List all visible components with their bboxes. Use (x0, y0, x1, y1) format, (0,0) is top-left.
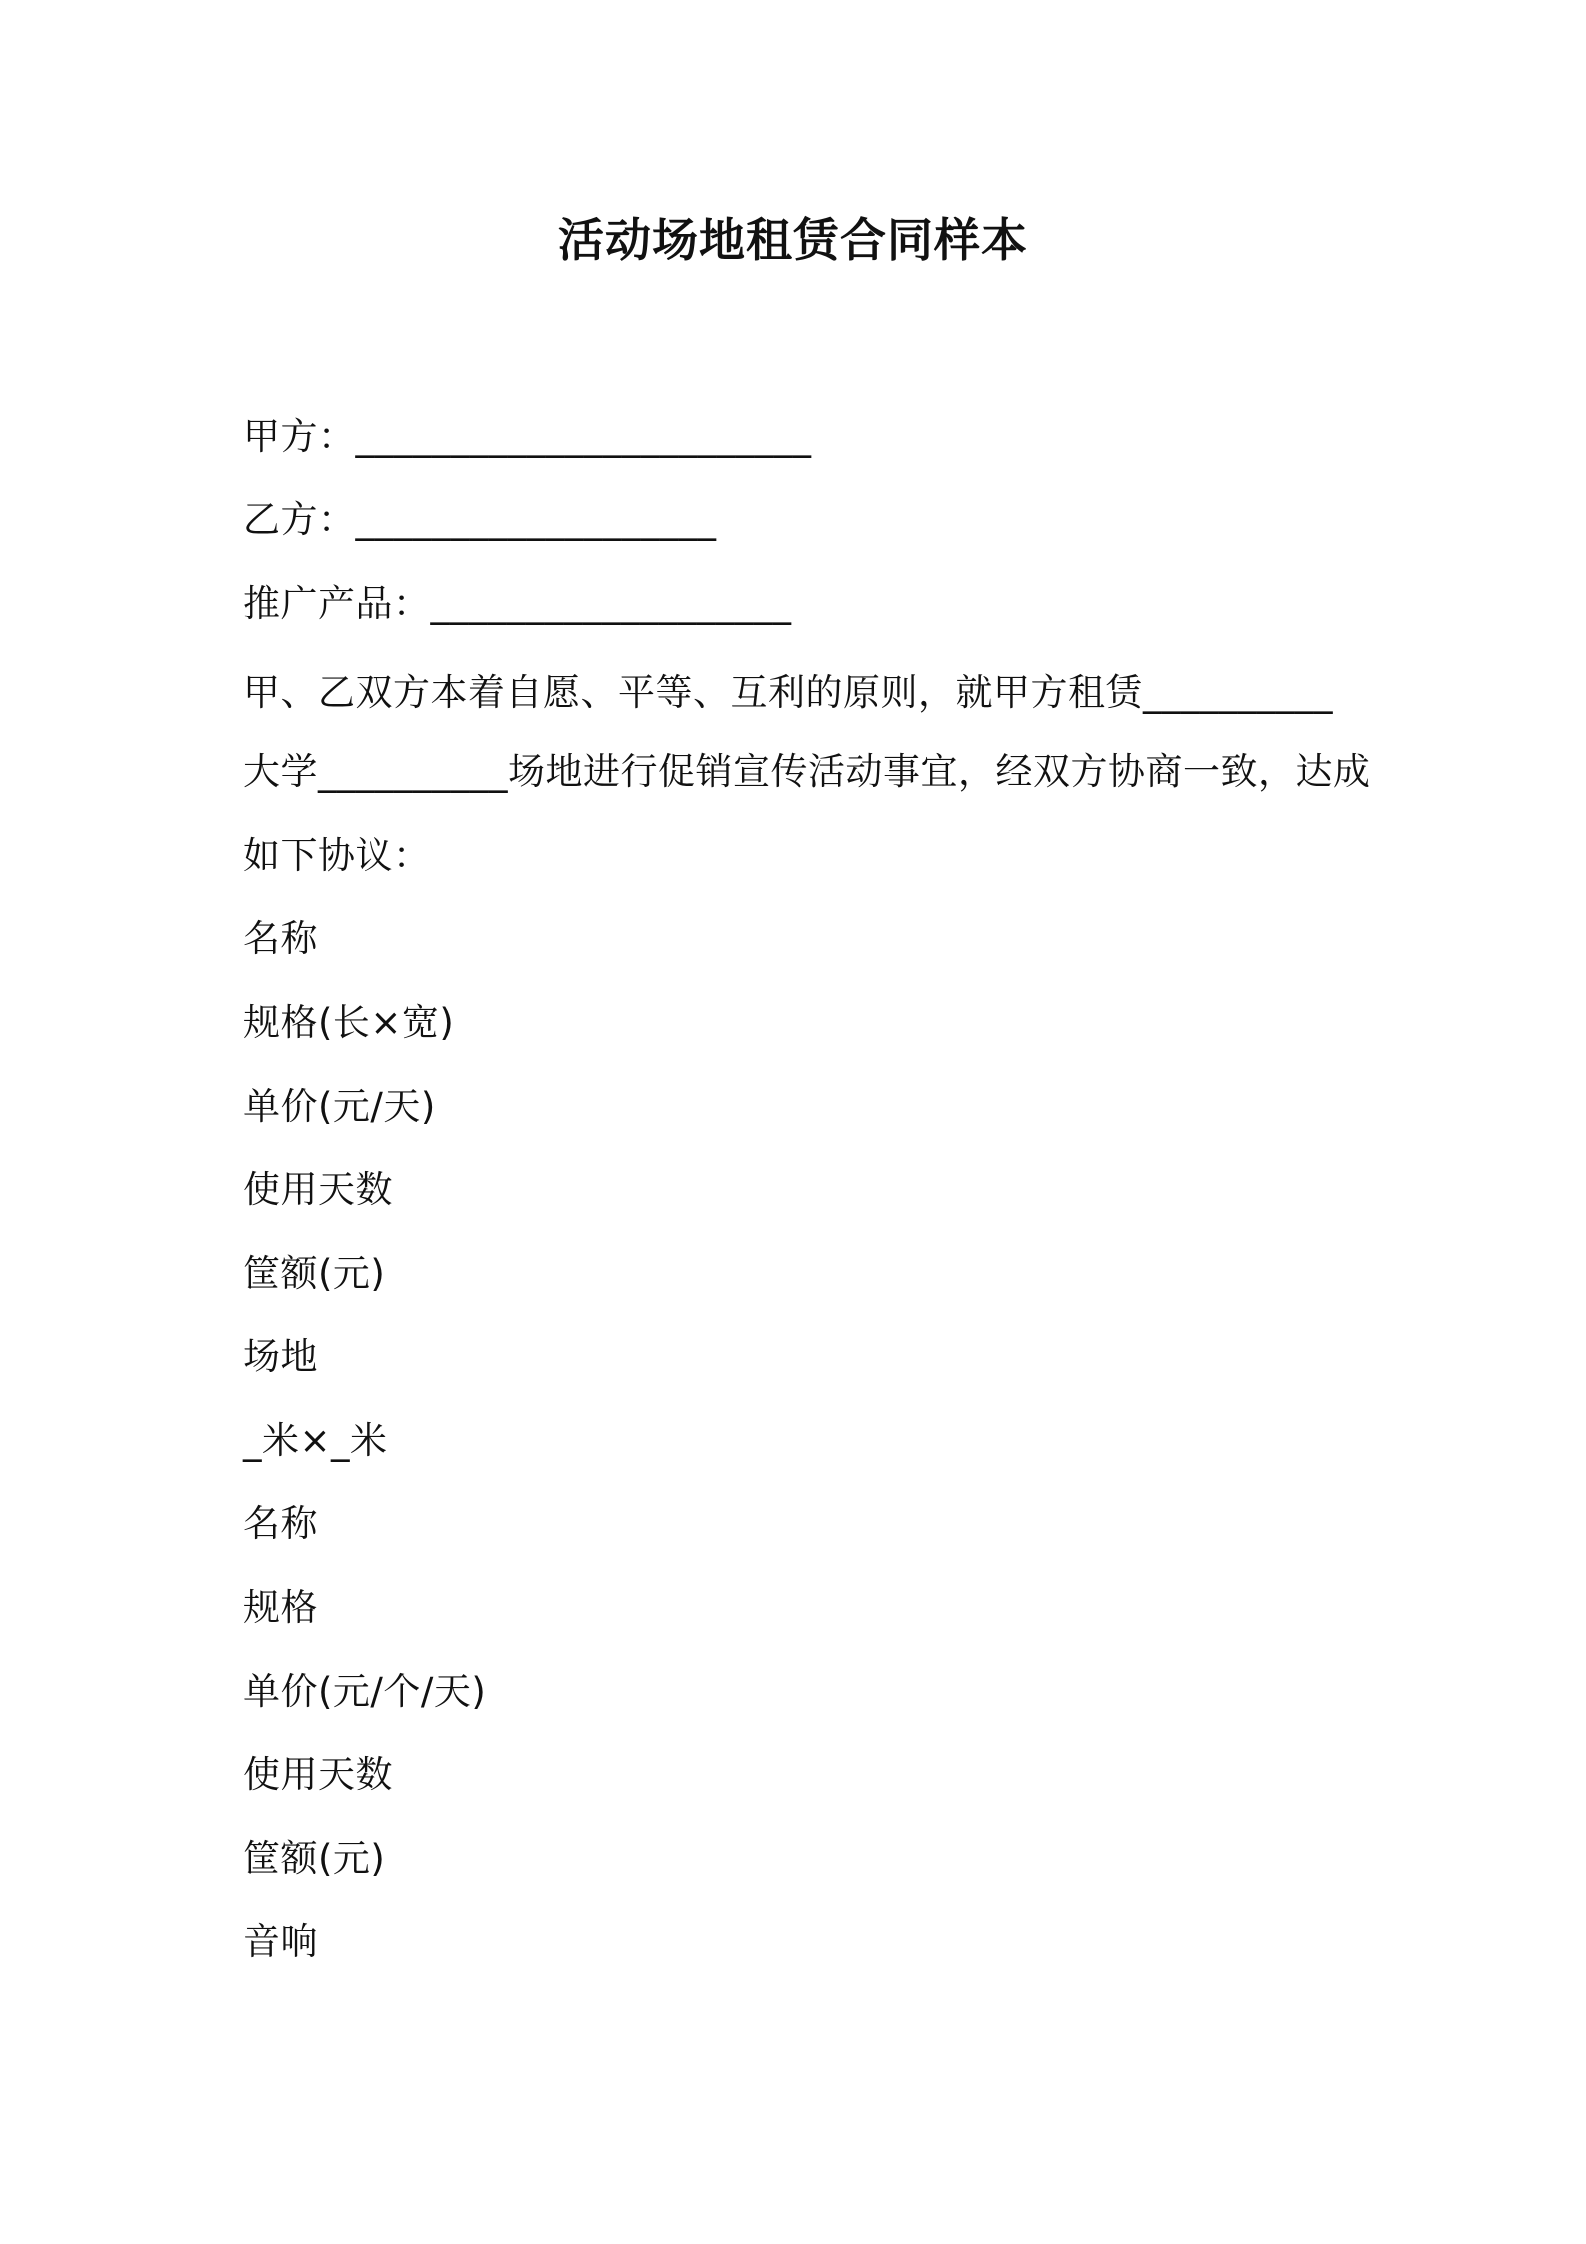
document-title: 活动场地租赁合同样本 (558, 213, 1028, 267)
item-days-label: 使用天数 (243, 1168, 393, 1211)
item-amount-label-2: 筐额(元) (243, 1837, 386, 1880)
item-amount-label: 筐额(元) (243, 1252, 386, 1295)
product-line: 推广产品：___________________ (243, 582, 792, 625)
item-size-value: _米×_米 (243, 1419, 388, 1462)
item-unit-price-label-2: 单价(元/个/天) (243, 1670, 487, 1713)
item-venue-value: 场地 (243, 1335, 318, 1378)
item-audio-value: 音响 (243, 1920, 318, 1963)
party-b-line: 乙方：___________________ (243, 498, 717, 541)
item-name-label-2: 名称 (243, 1502, 318, 1545)
item-spec-label-2: 规格 (243, 1586, 318, 1629)
item-unit-price-label: 单价(元/天) (243, 1085, 436, 1128)
preamble-line-3: 如下协议： (243, 834, 431, 877)
item-name-label: 名称 (243, 917, 318, 960)
party-a-line: 甲方：________________________ (243, 415, 812, 458)
preamble-line-2: 大学__________场地进行促销宣传活动事宜，经双方协商一致，达成 (243, 750, 1371, 793)
item-spec-label: 规格(长×宽) (243, 1001, 455, 1044)
preamble-line-1: 甲、乙双方本着自愿、平等、互利的原则，就甲方租赁__________ (243, 671, 1333, 714)
item-days-label-2: 使用天数 (243, 1753, 393, 1796)
